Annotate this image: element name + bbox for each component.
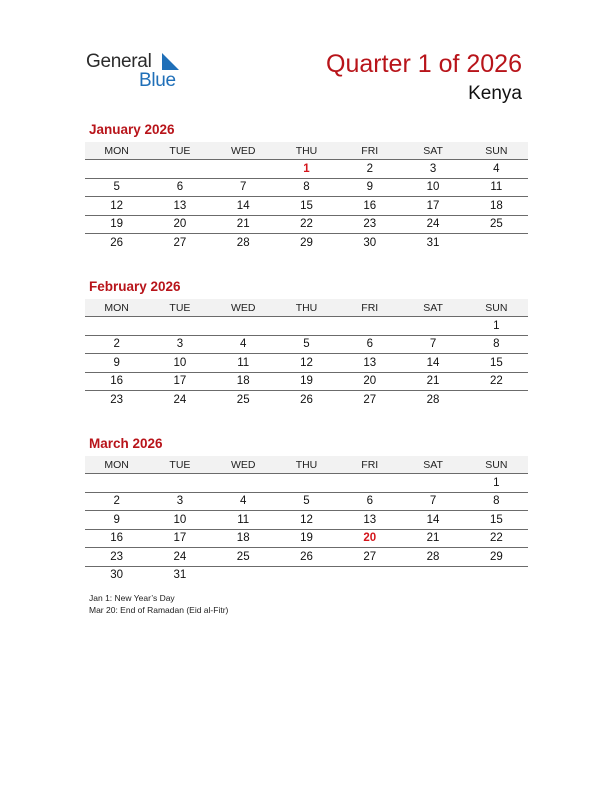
weekday-label: TUE xyxy=(148,299,211,317)
day-cell: 11 xyxy=(212,354,275,373)
weekday-label: MON xyxy=(85,142,148,160)
day-cell: 28 xyxy=(426,393,440,406)
day-cell: 10 xyxy=(148,511,211,530)
day-cell xyxy=(148,317,211,336)
day-cell: 8 xyxy=(465,335,528,354)
day-cell: 2 xyxy=(338,160,401,179)
day-cell: 27 xyxy=(173,236,187,249)
day-cell: 1 xyxy=(465,317,528,336)
day-cell: 15 xyxy=(465,511,528,530)
week-row xyxy=(85,178,528,197)
day-cell xyxy=(338,566,401,584)
day-cell: 20 xyxy=(338,529,401,548)
day-cell: 18 xyxy=(212,529,275,548)
day-cell: 31 xyxy=(173,569,187,582)
day-cell: 16 xyxy=(338,197,401,216)
day-cell: 24 xyxy=(173,393,187,406)
weekday-label: MON xyxy=(85,456,148,474)
day-cell: 5 xyxy=(85,178,148,197)
day-cell: 29 xyxy=(465,548,528,567)
day-cell: 10 xyxy=(401,178,464,197)
day-cell xyxy=(401,317,464,336)
day-cell xyxy=(148,160,211,179)
day-cell: 3 xyxy=(148,492,211,511)
day-cell: 15 xyxy=(465,354,528,373)
day-cell xyxy=(465,234,528,252)
day-cell: 4 xyxy=(465,160,528,179)
weekday-label: FRI xyxy=(338,299,401,317)
day-cell: 21 xyxy=(212,215,275,234)
day-cell: 9 xyxy=(85,354,148,373)
day-cell xyxy=(212,474,275,493)
day-cell: 18 xyxy=(212,372,275,391)
day-cell: 23 xyxy=(110,393,124,406)
day-cell: 27 xyxy=(338,548,401,567)
day-cell: 3 xyxy=(401,160,464,179)
weekday-label: THU xyxy=(275,299,338,317)
day-cell: 21 xyxy=(401,372,464,391)
day-cell: 27 xyxy=(363,393,377,406)
week-row xyxy=(85,372,528,391)
day-cell xyxy=(85,317,148,336)
day-cell: 17 xyxy=(401,197,464,216)
day-cell: 12 xyxy=(275,511,338,530)
weekday-label: WED xyxy=(212,142,275,160)
day-cell: 6 xyxy=(338,492,401,511)
weekday-label: TUE xyxy=(148,456,211,474)
weekday-label: THU xyxy=(275,456,338,474)
day-cell: 25 xyxy=(212,548,275,567)
week-row xyxy=(85,335,528,354)
day-cell: 5 xyxy=(275,335,338,354)
day-cell: 26 xyxy=(300,393,313,406)
day-cell: 4 xyxy=(212,335,275,354)
day-cell: 1 xyxy=(465,474,528,493)
day-cell: 20 xyxy=(148,215,211,234)
day-cell xyxy=(275,474,338,493)
month-block-march xyxy=(85,436,528,584)
day-cell xyxy=(465,566,528,584)
weekday-label: SAT xyxy=(401,456,464,474)
logo-text-blue: Blue xyxy=(139,70,176,91)
day-cell: 24 xyxy=(148,548,211,567)
day-cell: 29 xyxy=(300,236,313,249)
day-cell: 7 xyxy=(212,178,275,197)
day-cell: 13 xyxy=(148,197,211,216)
week-row xyxy=(85,529,528,548)
day-cell xyxy=(212,160,275,179)
day-cell: 30 xyxy=(363,236,377,249)
week-row xyxy=(85,566,528,584)
week-row xyxy=(85,492,528,511)
day-cell: 15 xyxy=(275,197,338,216)
day-cell xyxy=(275,566,338,584)
day-cell: 7 xyxy=(401,335,464,354)
day-cell xyxy=(465,391,528,409)
day-cell: 14 xyxy=(212,197,275,216)
day-cell: 23 xyxy=(85,548,148,567)
day-cell: 14 xyxy=(401,511,464,530)
weekday-header-row xyxy=(85,299,528,317)
weekday-label: WED xyxy=(212,299,275,317)
day-cell: 30 xyxy=(110,569,124,582)
day-cell: 18 xyxy=(465,197,528,216)
day-cell: 23 xyxy=(338,215,401,234)
day-cell xyxy=(401,474,464,493)
week-row xyxy=(85,160,528,179)
month-title: January 2026 xyxy=(89,122,175,137)
day-cell xyxy=(275,317,338,336)
week-row xyxy=(85,317,528,336)
country-name: Kenya xyxy=(468,83,522,104)
holiday-note: Jan 1: New Year’s Day xyxy=(89,593,175,603)
day-cell: 28 xyxy=(401,548,464,567)
weekday-label: WED xyxy=(212,456,275,474)
week-row xyxy=(85,197,528,216)
day-cell: 17 xyxy=(148,529,211,548)
day-cell: 2 xyxy=(85,492,148,511)
logo-flag-icon xyxy=(160,53,180,71)
day-cell: 7 xyxy=(401,492,464,511)
day-cell xyxy=(85,160,148,179)
weekday-label: THU xyxy=(275,142,338,160)
day-cell xyxy=(338,317,401,336)
week-row xyxy=(85,511,528,530)
day-cell: 21 xyxy=(401,529,464,548)
week-row xyxy=(85,354,528,373)
day-cell: 31 xyxy=(426,236,440,249)
day-cell: 6 xyxy=(338,335,401,354)
month-calendar-table xyxy=(85,456,528,584)
holiday-notes xyxy=(89,592,228,616)
day-cell: 26 xyxy=(110,236,124,249)
week-row xyxy=(85,391,528,409)
day-cell: 20 xyxy=(338,372,401,391)
day-cell: 2 xyxy=(85,335,148,354)
day-cell xyxy=(212,317,275,336)
day-cell: 19 xyxy=(85,215,148,234)
day-cell xyxy=(401,566,464,584)
weekday-label: SUN xyxy=(465,299,528,317)
day-cell xyxy=(212,566,275,584)
day-cell: 22 xyxy=(275,215,338,234)
day-cell: 1 xyxy=(275,160,338,179)
day-cell: 12 xyxy=(275,354,338,373)
page-title: Quarter 1 of 2026 xyxy=(326,50,522,78)
day-cell xyxy=(85,474,148,493)
month-title: March 2026 xyxy=(89,436,163,451)
weekday-header-row xyxy=(85,456,528,474)
day-cell: 5 xyxy=(275,492,338,511)
day-cell: 9 xyxy=(85,511,148,530)
day-cell: 26 xyxy=(275,548,338,567)
day-cell: 8 xyxy=(465,492,528,511)
brand-logo xyxy=(86,50,196,90)
day-cell: 10 xyxy=(148,354,211,373)
week-row xyxy=(85,215,528,234)
weekday-header-row xyxy=(85,142,528,160)
week-row xyxy=(85,548,528,567)
weekday-label: SUN xyxy=(465,142,528,160)
day-cell: 12 xyxy=(85,197,148,216)
week-row xyxy=(85,234,528,252)
day-cell: 4 xyxy=(212,492,275,511)
day-cell xyxy=(338,474,401,493)
day-cell: 13 xyxy=(338,354,401,373)
day-cell: 11 xyxy=(212,511,275,530)
day-cell: 8 xyxy=(275,178,338,197)
day-cell: 25 xyxy=(465,215,528,234)
month-title: February 2026 xyxy=(89,279,181,294)
day-cell: 19 xyxy=(275,529,338,548)
day-cell: 3 xyxy=(148,335,211,354)
month-block-january xyxy=(85,122,528,252)
day-cell: 9 xyxy=(338,178,401,197)
day-cell: 14 xyxy=(401,354,464,373)
weekday-label: FRI xyxy=(338,456,401,474)
weekday-label: MON xyxy=(85,299,148,317)
day-cell xyxy=(148,474,211,493)
day-cell: 24 xyxy=(401,215,464,234)
day-cell: 11 xyxy=(465,178,528,197)
day-cell: 22 xyxy=(465,372,528,391)
month-block-february xyxy=(85,279,528,409)
weekday-label: TUE xyxy=(148,142,211,160)
holiday-note: Mar 20: End of Ramadan (Eid al-Fitr) xyxy=(89,605,229,615)
day-cell: 16 xyxy=(85,372,148,391)
weekday-label: FRI xyxy=(338,142,401,160)
day-cell: 28 xyxy=(236,236,250,249)
weekday-label: SAT xyxy=(401,142,464,160)
day-cell: 13 xyxy=(338,511,401,530)
day-cell: 16 xyxy=(85,529,148,548)
week-row xyxy=(85,474,528,493)
weekday-label: SUN xyxy=(465,456,528,474)
logo-text-general: General xyxy=(86,51,152,72)
day-cell: 19 xyxy=(275,372,338,391)
day-cell: 22 xyxy=(465,529,528,548)
day-cell: 17 xyxy=(148,372,211,391)
month-calendar-table xyxy=(85,142,528,252)
day-cell: 6 xyxy=(148,178,211,197)
month-calendar-table xyxy=(85,299,528,409)
weekday-label: SAT xyxy=(401,299,464,317)
day-cell: 25 xyxy=(236,393,250,406)
